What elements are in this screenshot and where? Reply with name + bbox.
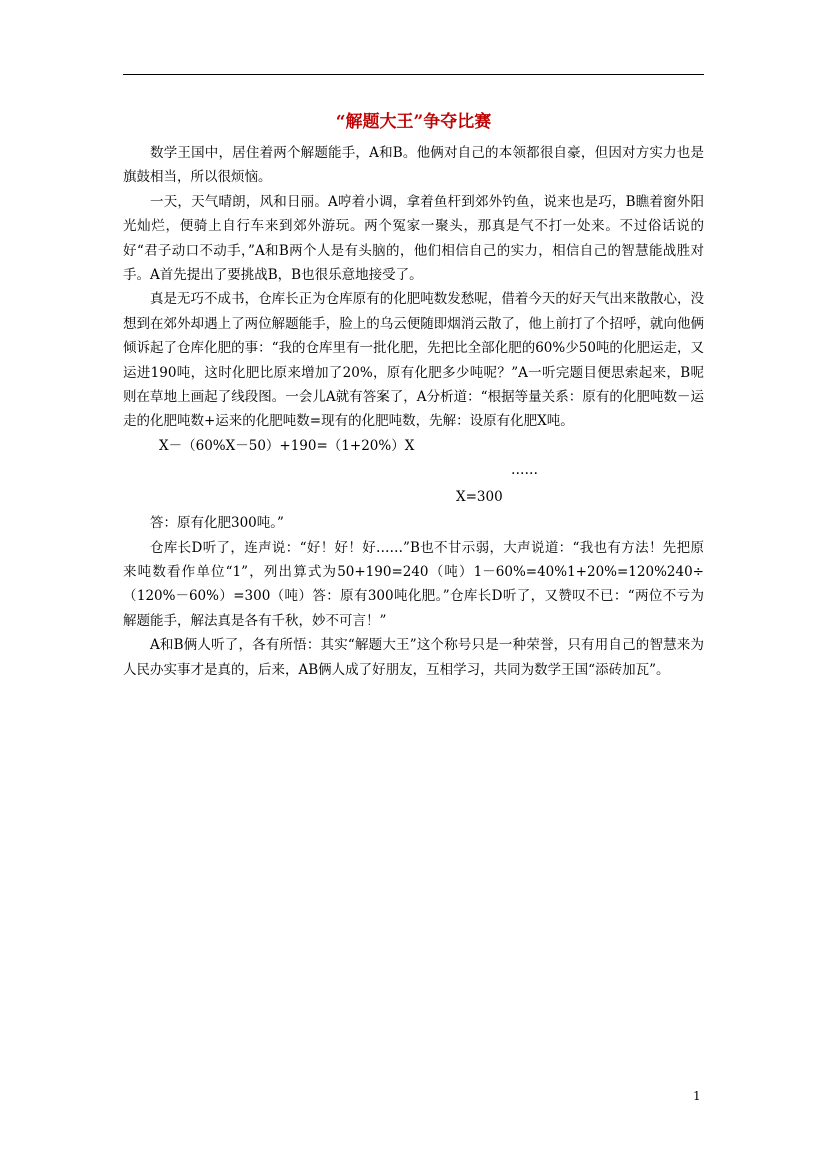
equation-ellipsis: ……: [511, 462, 538, 479]
answer-line: 答：原有化肥300吨。”: [150, 515, 284, 532]
page-title: “解题大王”争夺比赛: [335, 112, 492, 132]
paragraph-intro: 数学王国中，居住着两个解题能手，A和B。他俩对自己的本领都很自豪，但因对方实力也是旗鼓相当，所以很烦恼。: [123, 145, 704, 186]
equation-line: X－（60%X－50）+190=（1+20%）X: [159, 437, 415, 454]
document-body: [123, 141, 704, 682]
paragraph-meeting: 一天，天气晴朗，风和日丽。A哼着小调，拿着鱼杆到郊外钓鱼，说来也是巧，B瞧着窗外阳光灿烂，便骑上自行车来到郊外游玩。两个冤家一聚头，那真是气不打一处来。不过俗话说的好“君子动口不动手，”A和B两个人是有头脑的，他们相信自己的实力，相信自己的智慧能战胜对手。A首先提出了要挑战B，B也很乐意地接受了。: [123, 193, 704, 284]
page-number: 1: [693, 1089, 701, 1103]
paragraph-conclusion: A和B俩人听了，各有所悟：其实“解题大王”这个称号只是一种荣誉，只有用自己的智慧来为人民办实事才是真的，后来，AB俩人成了好朋友，互相学习，共同为数学王国“添砖加瓦”。: [123, 637, 704, 678]
paragraph-second-method: 仓库长D听了，连声说：“好！好！好……”B也不甘示弱，大声说道：“我也有方法！先把原来吨数看作单位“1”，列出算式为50+190=240（吨）1－60%=40%1+20%=120%240÷（120%－60%）=300（吨）答：原有300吨化肥。”仓库长D听了，又赞叹不已：“两位不亏为解题能手，解法真是各有千秋，妙不可言！”: [123, 539, 704, 629]
header-rule: [123, 74, 704, 75]
paragraph-problem: 真是无巧不成书，仓库长正为仓库原有的化肥吨数发愁呢，借着今天的好天气出来散散心，没想到在郊外却遇上了两位解题能手，脸上的乌云便随即烟消云散了，他上前打了个招呼，就向他俩倾诉起了仓库化肥的事：“我的仓库里有一批化肥，先把比全部化肥的60%少50吨的化肥运走，又运进190吨，这时化肥比原来增加了20%，原有化肥多少吨呢？”A一听完题目便思索起来，B呢则在草地上画起了线段图。一会儿A就有答案了，A分析道：“根据等量关系：原有的化肥吨数－运走的化肥吨数+运来的化肥吨数=现有的化肥吨数，先解：设原有化肥X吨。: [123, 291, 704, 430]
equation-result: X=300: [456, 488, 503, 505]
